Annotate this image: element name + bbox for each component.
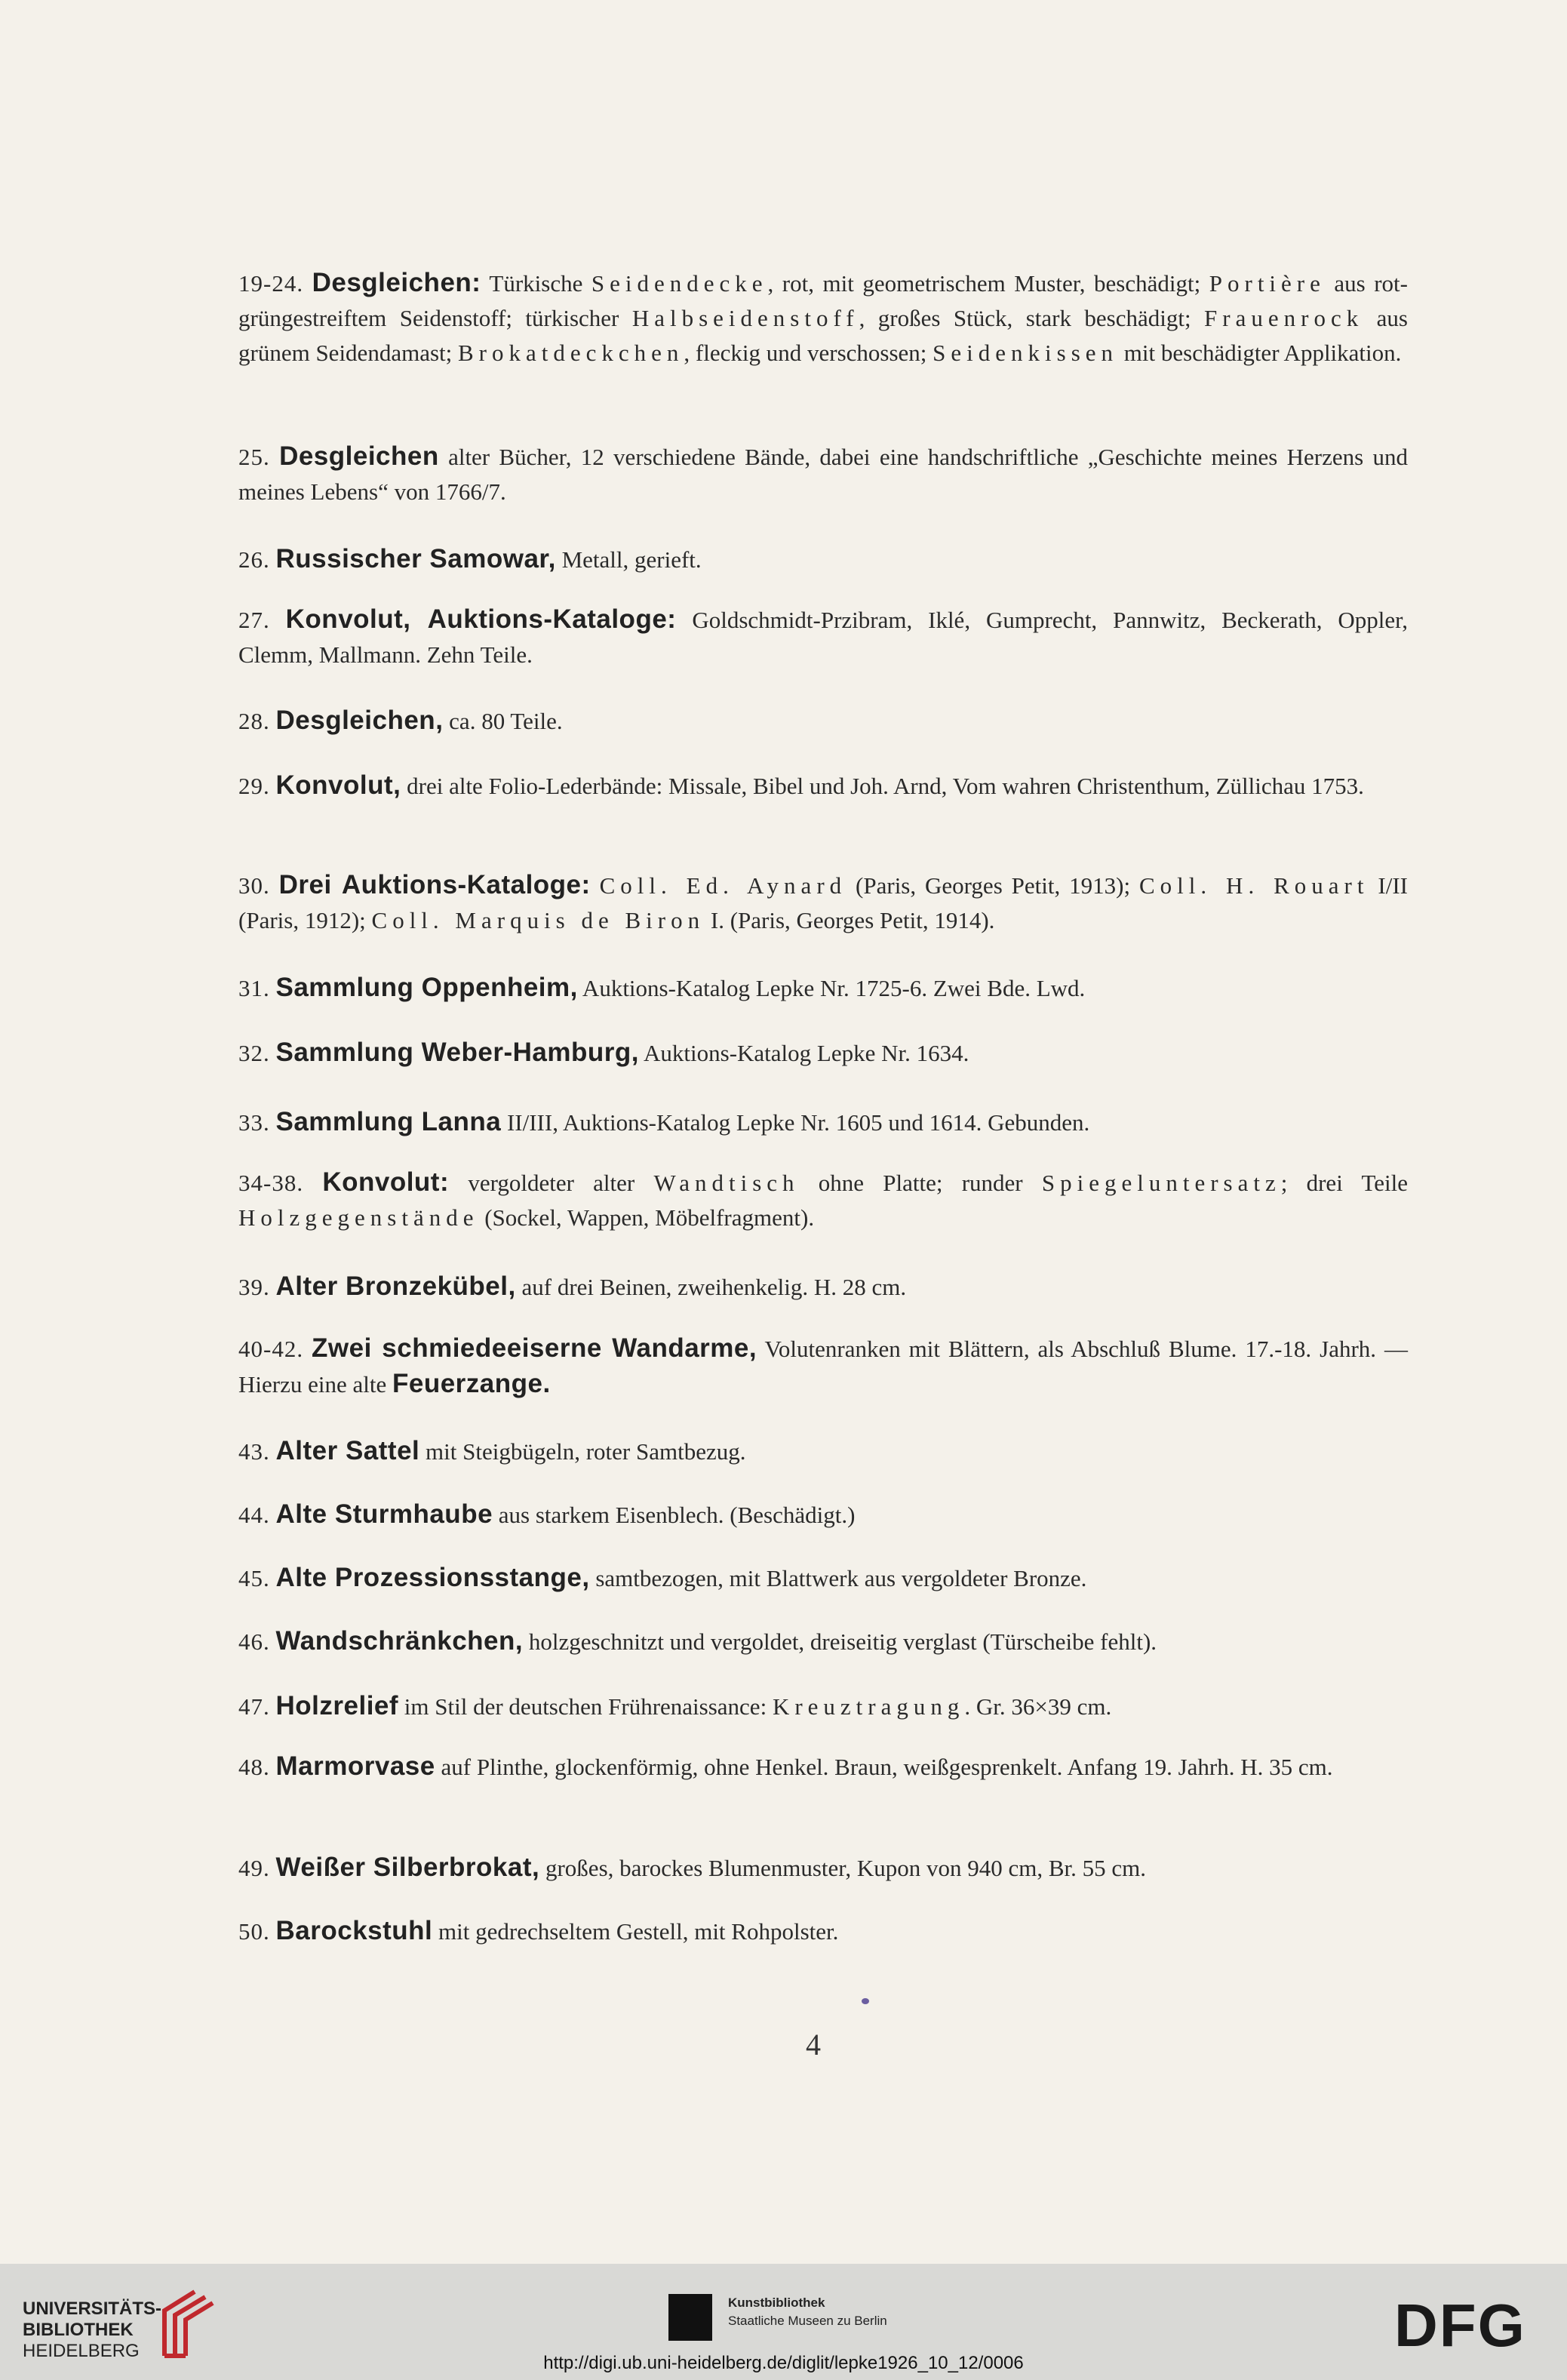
entry-number: 25. — [238, 444, 270, 470]
entry-heading: Holzrelief — [275, 1691, 399, 1720]
entry-heading: Konvolut, — [275, 770, 401, 800]
entry-number: 43. — [238, 1438, 270, 1465]
entry-heading: Alter Sattel — [275, 1436, 420, 1465]
entry-number: 47. — [238, 1693, 270, 1720]
entry-number: 45. — [238, 1565, 270, 1591]
entry-heading: Weißer Silberbrokat, — [275, 1853, 540, 1882]
entry-text: Goldschmidt-Przibram, Iklé, Gumprecht, Pannwitz, Beckerath, Oppler, Clemm, Mallmann. Zehn Teile. — [238, 607, 1408, 668]
catalog-entry — [238, 1331, 1408, 1402]
catalog-entry — [238, 1561, 1408, 1596]
entry-text: auf drei Beinen, zweihenkelig. H. 28 cm. — [515, 1274, 907, 1300]
catalog-entry — [238, 1434, 1408, 1469]
university-library-logo-text: UNIVERSITÄTS- BIBLIOTHEK HEIDELBERG — [23, 2299, 162, 2361]
catalog-entry — [238, 602, 1408, 672]
entry-text: Auktions-Katalog Lepke Nr. 1725-6. Zwei Bde. Lwd. — [577, 975, 1086, 1001]
entry-heading: Konvolut: — [322, 1167, 450, 1197]
entry-text: mit gedrechseltem Gestell, mit Rohpolster. — [432, 1918, 839, 1945]
entry-number: 34-38. — [238, 1170, 304, 1196]
entry-number: 29. — [238, 773, 270, 799]
entry-heading: Alte Prozessionsstange, — [275, 1563, 590, 1592]
entry-number: 28. — [238, 708, 270, 734]
entry-number: 46. — [238, 1628, 270, 1655]
entry-number: 44. — [238, 1502, 270, 1528]
catalog-entry — [238, 1035, 1408, 1071]
entry-heading: Wandschränkchen, — [275, 1626, 524, 1656]
entry-number: 40-42. — [238, 1336, 304, 1362]
entry-number: 30. — [238, 872, 270, 899]
entry-number: 26. — [238, 546, 270, 573]
entry-number: 50. — [238, 1918, 270, 1945]
entry-text: aus starkem Eisenblech. (Beschädigt.) — [493, 1502, 856, 1528]
entry-heading: Marmorvase — [275, 1751, 435, 1781]
entry-number: 19-24. — [238, 270, 304, 297]
catalog-entry: 30. Drei Auktions-Kataloge: Coll. Ed. Aynard (Paris, Georges Petit, 1913); Coll. H. Rouart I/II (Paris, 1912); Coll. Marquis de Biron I. (Paris, Georges Petit, 1914). — [238, 870, 1408, 933]
entry-number: 31. — [238, 975, 270, 1001]
footer-bar — [0, 2264, 1567, 2380]
catalog-entry — [238, 1269, 1408, 1305]
source-url[interactable]: http://digi.ub.uni-heidelberg.de/diglit/lepke1926_10_12/0006 — [543, 2353, 1024, 2373]
entry-number: 39. — [238, 1274, 270, 1300]
entry-subheading: Feuerzange. — [392, 1369, 551, 1398]
catalog-entry — [238, 1624, 1408, 1659]
catalog-entry — [238, 1914, 1408, 1949]
entry-text: auf Plinthe, glockenförmig, ohne Henkel. Braun, weißgesprenkelt. Anfang 19. Jahrh. H. 35 cm. — [435, 1754, 1333, 1780]
catalog-entry — [238, 1850, 1408, 1886]
entry-heading: Alte Sturmhaube — [275, 1499, 493, 1529]
entry-text: holzgeschnitzt und vergoldet, dreiseitig verglast (Türscheibe fehlt). — [523, 1628, 1157, 1655]
page-number: 4 — [806, 2028, 821, 2062]
ink-dot — [862, 1998, 869, 2004]
entry-heading: Zwei schmiedeeiserne Wandarme, — [312, 1333, 757, 1363]
catalog-entry — [238, 1497, 1408, 1533]
entry-text: alter Bücher, 12 verschiedene Bände, dabei eine handschriftliche „Geschichte meines Herzens und meines Lebens“ von 1766/7. — [238, 444, 1409, 505]
entry-heading: Alter Bronzekübel, — [275, 1271, 516, 1301]
catalog-entry: 34-38. Konvolut: vergoldeter alter Wandtisch ohne Platte; runder Spiegeluntersatz; drei Teile Holzgegenstände (Sockel, Wappen, Möbelfragment). — [238, 1167, 1408, 1231]
catalog-entry — [238, 1105, 1408, 1140]
entry-text: ca. 80 Teile. — [443, 708, 563, 734]
entry-heading: Konvolut, Auktions-Kataloge: — [285, 604, 677, 634]
catalog-entry — [238, 1749, 1408, 1785]
university-library-logo-icon — [157, 2280, 217, 2363]
entry-heading: Desgleichen, — [275, 706, 444, 735]
catalog-entry — [238, 768, 1408, 804]
entry-number: 48. — [238, 1754, 270, 1780]
entry-number: 27. — [238, 607, 270, 633]
catalog-entry: 47. Holzrelief im Stil der deutschen Frührenaissance: Kreuztragung. Gr. 36×39 cm. — [238, 1691, 1112, 1720]
entry-text: samtbezogen, mit Blattwerk aus vergoldeter Bronze. — [589, 1565, 1087, 1591]
entry-text: Auktions-Katalog Lepke Nr. 1634. — [638, 1040, 969, 1066]
entry-heading: Russischer Samowar, — [275, 544, 556, 573]
entry-text: II/III, Auktions-Katalog Lepke Nr. 1605 und 1614. Gebunden. — [501, 1109, 1090, 1136]
catalog-entry — [238, 703, 1408, 739]
entry-heading: Sammlung Lanna — [275, 1107, 502, 1136]
entry-text: großes, barockes Blumenmuster, Kupon von 940 cm, Br. 55 cm. — [539, 1855, 1147, 1881]
entry-text: mit Steigbügeln, roter Samtbezug. — [419, 1438, 746, 1465]
entry-heading: Sammlung Weber-Hamburg, — [275, 1038, 639, 1067]
catalog-entry — [238, 970, 1408, 1006]
catalog-entry: 19-24. Desgleichen: Türkische Seidendecke, rot, mit geometrischem Muster, beschädigt; Portière aus rot-grüngestreiftem Seidenstoff; türkischer Halbseidenstoff, großes Stück, stark beschädigt; Frauenrock aus grünem Seidendamast; Brokatdeckchen, fleckig und verschossen; Seidenkissen mit beschädigter Applikation. — [238, 268, 1408, 366]
entry-text: Volutenranken mit Blättern, als Abschluß Blume. 17.-18. Jahrh. — Hierzu eine alte — [238, 1336, 1408, 1398]
entry-number: 32. — [238, 1040, 270, 1066]
kunstbibliothek-logo-icon — [668, 2294, 712, 2341]
entry-heading: Desgleichen: — [312, 268, 481, 297]
dfg-logo: DFG — [1394, 2292, 1526, 2359]
entry-heading: Sammlung Oppenheim, — [275, 973, 578, 1002]
catalog-entry — [238, 542, 1408, 577]
kunstbibliothek-label: Kunstbibliothek Staatliche Museen zu Berlin — [728, 2295, 887, 2328]
entry-text: Metall, gerieft. — [555, 546, 702, 573]
entry-number: 33. — [238, 1109, 270, 1136]
entry-number: 49. — [238, 1855, 270, 1881]
entry-heading: Desgleichen — [279, 441, 439, 471]
entry-heading: Barockstuhl — [275, 1916, 433, 1945]
catalog-entry — [238, 439, 1408, 509]
entry-heading: Drei Auktions-Kataloge: — [278, 870, 591, 899]
entry-text: drei alte Folio-Lederbände: Missale, Bibel und Joh. Arnd, Vom wahren Christenthum, Züllichau 1753. — [401, 773, 1364, 799]
